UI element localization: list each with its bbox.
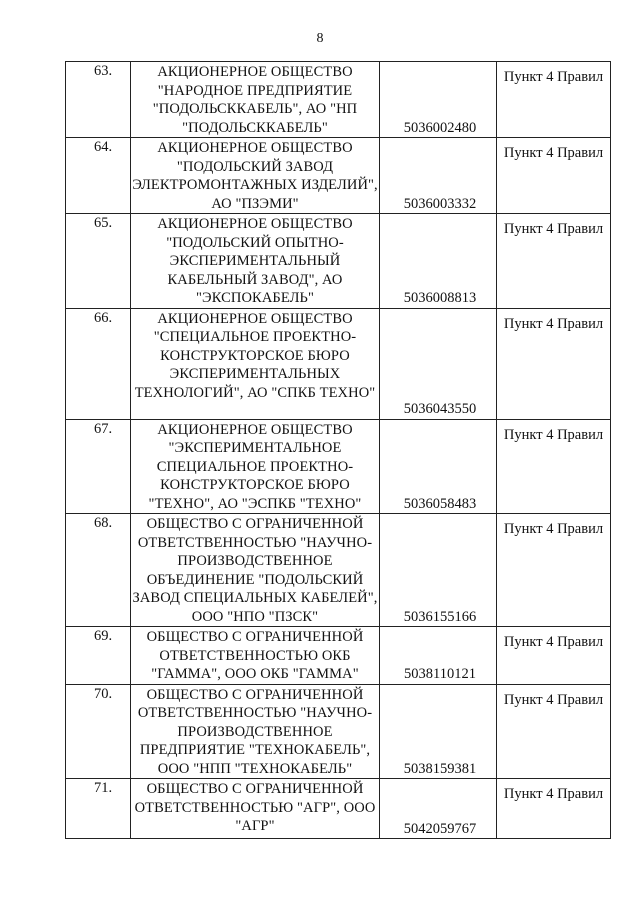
table-row (66, 308, 611, 419)
inn-cell (380, 419, 497, 514)
inn-value: 5036058483 (403, 495, 477, 512)
basis-value: Пункт 4 Правил (503, 315, 604, 332)
row-number-cell (66, 514, 131, 627)
inn-value: 5036003332 (403, 195, 477, 212)
basis-cell (497, 214, 611, 309)
organization-name: ОБЩЕСТВО С ОГРАНИЧЕННОЙ ОТВЕТСТВЕННОСТЬЮ "АГР", ООО "АГР" (134, 781, 376, 834)
basis-cell (497, 419, 611, 514)
row-number-cell (66, 138, 131, 214)
basis-cell (497, 62, 611, 138)
table-row (66, 62, 611, 138)
row-number: 69. (93, 628, 113, 644)
inn-cell (380, 514, 497, 627)
inn-cell (380, 214, 497, 309)
organization-name: ОБЩЕСТВО С ОГРАНИЧЕННОЙ ОТВЕТСТВЕННОСТЬЮ "НАУЧНО-ПРОИЗВОДСТВЕННОЕ ПРЕДПРИЯТИЕ "ТЕХНОКАБЕЛЬ", ООО "НПП "ТЕХНОКАБЕЛЬ" (137, 686, 373, 777)
page-number: 8 (316, 31, 324, 46)
table-row (66, 419, 611, 514)
organization-name: АКЦИОНЕРНОЕ ОБЩЕСТВО "НАРОДНОЕ ПРЕДПРИЯТИЕ "ПОДОЛЬСККАБЕЛЬ", АО "НП "ПОДОЛЬСККАБЕЛЬ" (152, 64, 358, 136)
organization-name-cell (131, 214, 380, 309)
basis-cell (497, 779, 611, 839)
organization-name: АКЦИОНЕРНОЕ ОБЩЕСТВО "ПОДОЛЬСКИЙ ОПЫТНО-ЭКСПЕРИМЕНТАЛЬНЫЙ КАБЕЛЬНЫЙ ЗАВОД", АО "ЭКСПОКАБЕЛЬ" (157, 216, 353, 306)
table-row (66, 684, 611, 779)
basis-value: Пункт 4 Правил (503, 69, 604, 85)
inn-cell (380, 779, 497, 839)
organization-name: АКЦИОНЕРНОЕ ОБЩЕСТВО "ПОДОЛЬСКИЙ ЗАВОД ЭЛЕКТРОМОНТАЖНЫХ ИЗДЕЛИЙ", АО "ПЗЭМИ" (132, 140, 378, 212)
basis-cell (497, 627, 611, 685)
organization-name-cell (131, 684, 380, 779)
row-number-cell (66, 308, 131, 419)
organization-name: АКЦИОНЕРНОЕ ОБЩЕСТВО "СПЕЦИАЛЬНОЕ ПРОЕКТНО-КОНСТРУКТОРСКОЕ БЮРО ЭКСПЕРИМЕНТАЛЬНЫХ ТЕХНОЛОГИЙ", АО "СПКБ ТЕХНО" (134, 310, 376, 401)
inn-cell (380, 684, 497, 779)
basis-cell (497, 308, 611, 419)
organization-name-cell (131, 308, 380, 419)
inn-value: 5036008813 (403, 290, 477, 306)
inn-cell (380, 138, 497, 214)
inn-cell (380, 627, 497, 685)
inn-value: 5036043550 (403, 401, 477, 417)
organizations-table (65, 61, 611, 839)
row-number-cell (66, 779, 131, 839)
row-number: 68. (93, 515, 113, 531)
inn-value: 5042059767 (403, 820, 477, 837)
organization-name-cell (131, 419, 380, 514)
inn-cell (380, 62, 497, 138)
row-number: 71. (93, 780, 113, 796)
basis-value: Пункт 4 Правил (503, 521, 604, 537)
row-number: 63. (93, 63, 113, 79)
organization-name-cell (131, 779, 380, 839)
inn-cell (380, 308, 497, 419)
basis-value: Пункт 4 Правил (503, 426, 604, 443)
basis-cell (497, 684, 611, 779)
inn-value: 5038159381 (403, 760, 477, 777)
row-number: 65. (93, 215, 113, 231)
inn-value: 5036002480 (403, 119, 477, 136)
organization-name-cell (131, 138, 380, 214)
row-number: 67. (93, 420, 113, 437)
organization-name: ОБЩЕСТВО С ОГРАНИЧЕННОЙ ОТВЕТСТВЕННОСТЬЮ ОКБ "ГАММА", ООО ОКБ "ГАММА" (146, 629, 364, 682)
basis-value: Пункт 4 Правил (503, 691, 604, 708)
table-row (66, 514, 611, 627)
row-number-cell (66, 62, 131, 138)
organization-name-cell (131, 514, 380, 627)
organization-name-cell (131, 627, 380, 685)
row-number-cell (66, 419, 131, 514)
row-number-cell (66, 214, 131, 309)
table-row (66, 214, 611, 309)
basis-cell (497, 514, 611, 627)
inn-value: 5038110121 (404, 666, 476, 682)
row-number: 64. (93, 139, 113, 155)
row-number: 66. (93, 309, 113, 326)
basis-value: Пункт 4 Правил (503, 145, 604, 161)
table-row (66, 138, 611, 214)
row-number: 70. (93, 685, 113, 702)
row-number-cell (66, 627, 131, 685)
basis-cell (497, 138, 611, 214)
organization-name-cell (131, 62, 380, 138)
inn-value: 5036155166 (403, 608, 477, 625)
table-row (66, 627, 611, 685)
row-number-cell (66, 684, 131, 779)
organization-name: АКЦИОНЕРНОЕ ОБЩЕСТВО "ЭКСПЕРИМЕНТАЛЬНОЕ СПЕЦИАЛЬНОЕ ПРОЕКТНО-КОНСТРУКТОРСКОЕ БЮРО "ТЕХНО", АО "ЭСПКБ "ТЕХНО" (148, 421, 362, 512)
organization-name: ОБЩЕСТВО С ОГРАНИЧЕННОЙ ОТВЕТСТВЕННОСТЬЮ "НАУЧНО-ПРОИЗВОДСТВЕННОЕ ОБЪЕДИНЕНИЕ "ПОДОЛЬСКИЙ ЗАВОД СПЕЦИАЛЬНЫХ КАБЕЛЕЙ", ООО "НПО "ПЗСК" (132, 516, 378, 625)
basis-value: Пункт 4 Правил (503, 221, 604, 237)
basis-value: Пункт 4 Правил (503, 634, 604, 650)
basis-value: Пункт 4 Правил (503, 786, 604, 802)
table-row (66, 779, 611, 839)
